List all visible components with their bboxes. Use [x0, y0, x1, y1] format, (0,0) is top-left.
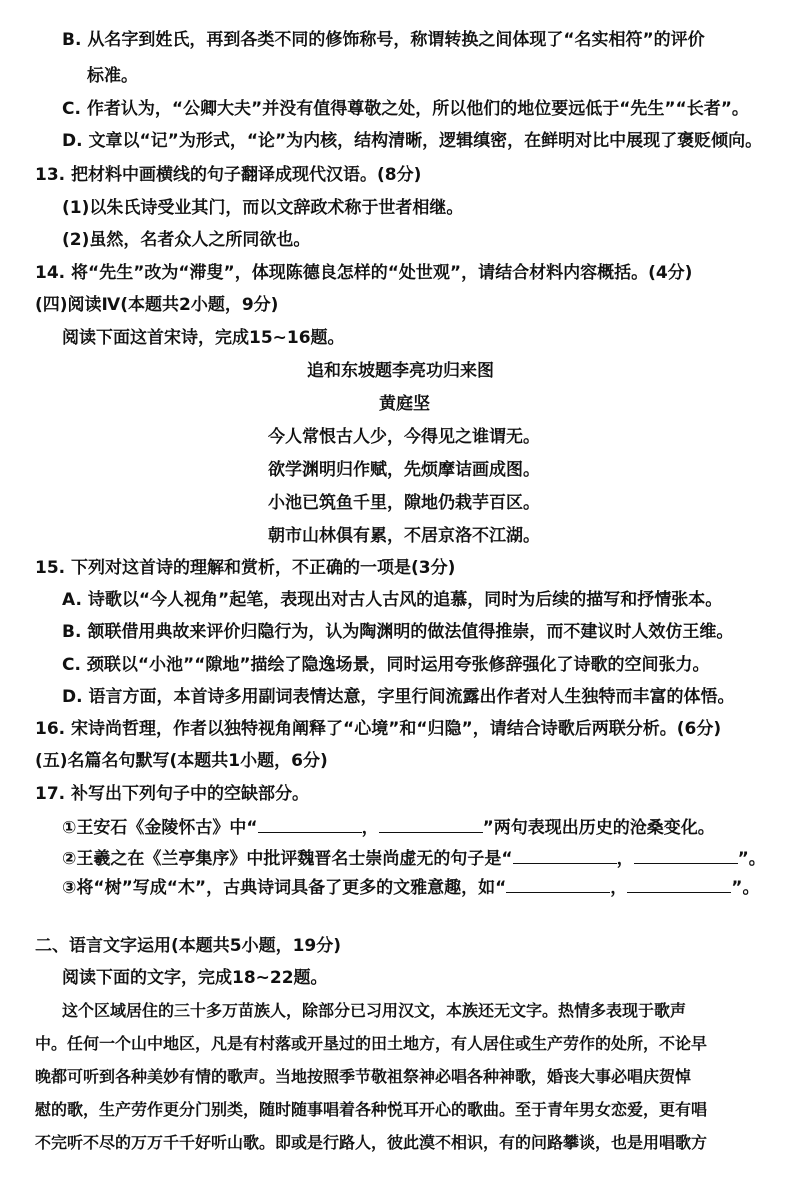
q13-stem: 13. 把材料中画横线的句子翻译成现代汉语。(8分): [35, 165, 422, 185]
poem-line-1: 今人常恨古人少，今得见之谁谓无。: [268, 427, 540, 447]
q15-option-d: D. 语言方面，本首诗多用副词表情达意，字里行间流露出作者对人生独特而丰富的体悟。: [62, 687, 735, 707]
q17-item-2-suffix: ”。: [737, 849, 766, 869]
passage-line-1: 这个区域居住的三十多万苗族人，除部分已习用汉文，本族还无文字。热情多表现于歌声: [62, 1001, 687, 1020]
passage-line-3: 晚都可听到各种美妙有情的歌声。当地按照季节敬祖祭神必唱各种神歌，婚丧大事必唱庆贺悼: [35, 1067, 692, 1086]
q15-stem: 15. 下列对这首诗的理解和赏析，不正确的一项是(3分): [35, 558, 456, 578]
q17-stem: 17. 补写出下列句子中的空缺部分。: [35, 784, 310, 804]
passage-line-4: 慰的歌，生产劳作更分门别类，随时随事唱着各种悦耳开心的歌曲。至于青年男女恋爱，更有唱: [35, 1100, 708, 1119]
poem-line-2: 欲学渊明归作赋，先烦摩诘画成图。: [268, 460, 540, 480]
q17-item-2-prefix: ②王羲之在《兰亭集序》中批评魏晋名士崇尚虚无的句子是“: [62, 849, 513, 869]
q17-item-1-suffix: ”两句表现出历史的沧桑变化。: [482, 818, 715, 838]
q12-option-c: C. 作者认为，“公卿大夫”并没有值得尊敬之处，所以他们的地位要远低于“先生”“长者”。: [62, 99, 749, 119]
q12-option-b: B. 从名字到姓氏，再到各类不同的修饰称号，称谓转换之间体现了“名实相符”的评价: [62, 30, 705, 50]
passage-line-5: 不完听不尽的万万千千好听山歌。即或是行路人，彼此漠不相识，有的问路攀谈，也是用唱歌方: [35, 1133, 708, 1152]
q12-option-d: D. 文章以“记”为形式，“论”为内核，结构清晰，逻辑缜密，在鲜明对比中展现了褒贬倾向。: [62, 131, 763, 151]
part-2-instruction: 阅读下面的文字，完成18~22题。: [62, 968, 328, 988]
poem-line-3: 小池已筑鱼千里，隙地仍栽芋百区。: [268, 493, 540, 513]
q17-item-1: [62, 816, 715, 839]
answer-blank[interactable]: [627, 876, 731, 893]
q16-stem: 16. 宋诗尚哲理，作者以独特视角阐释了“心境”和“归隐”，请结合诗歌后两联分析。(6分): [35, 719, 722, 739]
q17-item-3-prefix: ③将“树”写成“木”，古典诗词具备了更多的文雅意趣，如“: [62, 878, 507, 898]
passage-line-2: 中。任何一个山中地区，凡是有村落或开垦过的田土地方，有人居住或生产劳作的处所，不论早: [35, 1034, 708, 1053]
section-4-instruction: 阅读下面这首宋诗，完成15~16题。: [62, 328, 345, 348]
q15-option-b: B. 颔联借用典故来评价归隐行为，认为陶渊明的做法值得推崇，而不建议时人效仿王维。: [62, 622, 734, 642]
q17-item-1-prefix: ①王安石《金陵怀古》中“: [62, 818, 258, 838]
q14-stem: 14. 将“先生”改为“滞叟”，体现陈德良怎样的“处世观”，请结合材料内容概括。(4分): [35, 263, 693, 283]
answer-blank[interactable]: [513, 847, 617, 864]
poem-line-4: 朝市山林俱有累，不居京洛不江湖。: [268, 526, 540, 546]
part-2-heading: 二、语言文字运用(本题共5小题，19分): [35, 936, 342, 956]
section-4-heading: (四)阅读Ⅳ(本题共2小题，9分): [35, 295, 279, 315]
q17-item-3: [62, 876, 759, 899]
q15-option-a: A. 诗歌以“今人视角”起笔，表现出对古人古风的追慕，同时为后续的描写和抒情张本。: [62, 590, 723, 610]
answer-blank[interactable]: [379, 816, 483, 833]
q17-item-3-suffix: ”。: [731, 878, 760, 898]
q17-item-2: [62, 847, 766, 870]
q12-option-b-cont: 标准。: [87, 66, 138, 86]
q13-item-2: (2)虽然，名者众人之所同欲也。: [62, 230, 311, 250]
comma: ，: [610, 878, 628, 898]
answer-blank[interactable]: [634, 847, 738, 864]
poem-author: 黄庭坚: [379, 394, 430, 414]
poem-title: 追和东坡题李亮功归来图: [307, 361, 494, 381]
comma: ，: [616, 849, 634, 869]
q15-option-c: C. 颈联以“小池”“隙地”描绘了隐逸场景，同时运用夸张修辞强化了诗歌的空间张力。: [62, 655, 710, 675]
comma: ，: [361, 818, 379, 838]
answer-blank[interactable]: [506, 876, 610, 893]
answer-blank[interactable]: [258, 816, 362, 833]
q13-item-1: (1)以朱氏诗受业其门，而以文辞政术称于世者相继。: [62, 198, 464, 218]
section-5-heading: (五)名篇名句默写(本题共1小题，6分): [35, 751, 328, 771]
